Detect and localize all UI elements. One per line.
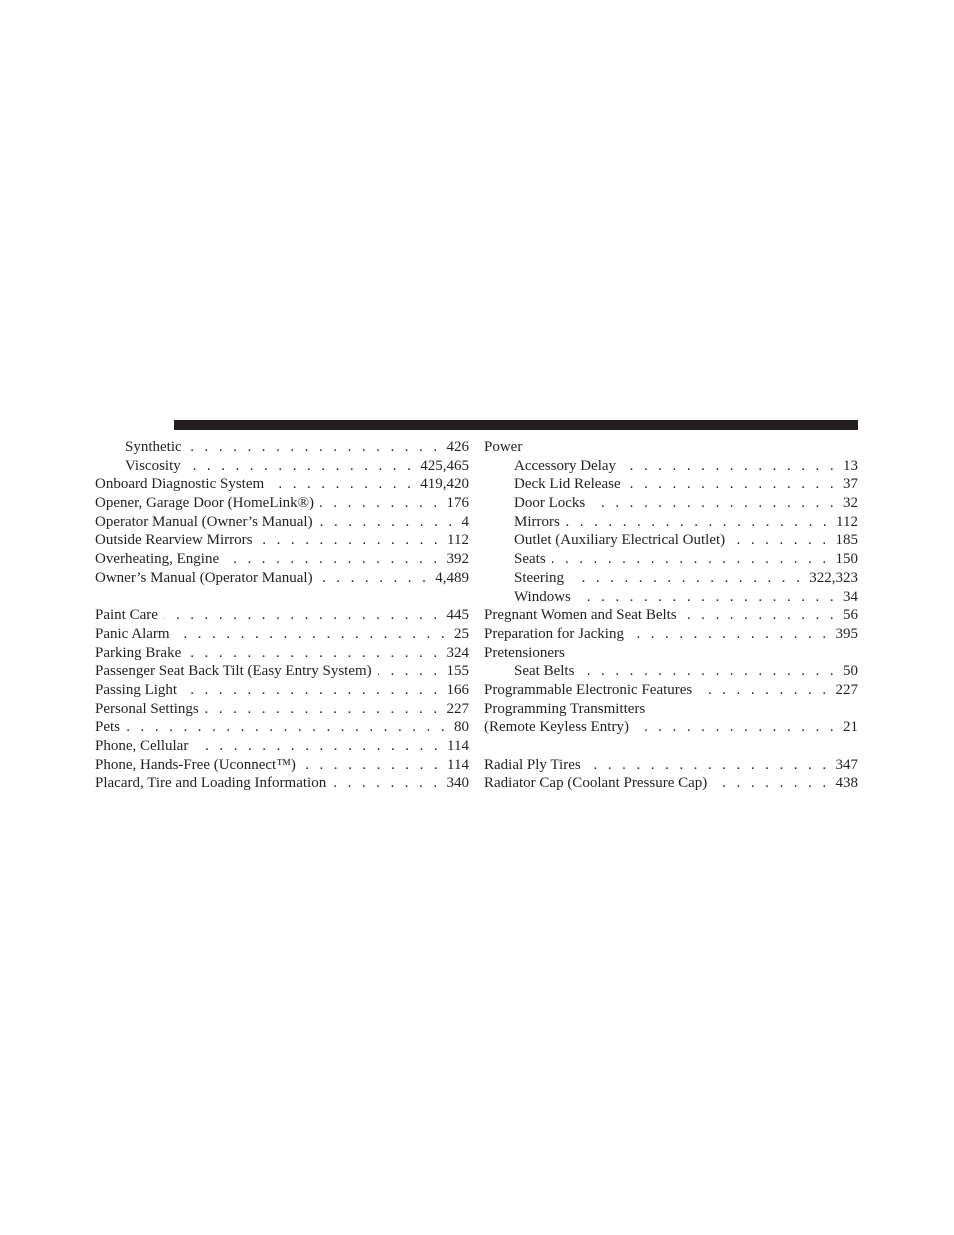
index-term: Phone, Cellular [95,738,189,754]
index-term: Outside Rearview Mirrors [95,532,253,549]
page-number: 114 [447,738,469,754]
page-number: 32 [843,495,858,512]
dot-leader [566,513,830,532]
page-number: 4,489 [435,569,469,586]
index-term: Personal Settings [95,700,199,717]
index-term: Seats [514,551,546,568]
dot-leader [630,625,830,644]
index-term: Pregnant Women and Seat Belts [484,607,677,624]
page-number: 185 [835,532,858,549]
page-number: 37 [843,476,858,493]
index-entry [95,662,469,681]
index-entry [95,475,469,494]
page-number: 25 [454,625,469,642]
dot-leader [622,457,837,476]
index-term: Operator Manual (Owner’s Manual) [95,513,313,530]
index-term: Opener, Garage Door (HomeLink®) [95,495,315,512]
index-entry [484,718,858,737]
dot-leader [570,569,803,588]
index-term: Mirrors [514,513,560,530]
index-term: Radial Ply Tires [484,756,581,773]
dot-leader [320,494,440,513]
index-term: (Remote Keyless Entry) [484,719,629,736]
index-column-left [95,438,469,793]
index-term: Deck Lid Release [514,476,621,493]
page-number: 425,465 [420,457,469,474]
index-entry [95,513,469,532]
dot-leader [270,475,414,494]
dot-leader [176,625,448,644]
page-number: 426 [446,439,469,455]
index-entry [95,756,469,775]
index-entry [484,644,858,663]
index-entry [484,700,858,719]
index-subentry [484,662,858,681]
index-term: Placard, Tire and Loading Information [95,775,327,792]
dot-leader [187,457,414,476]
index-term: Outlet (Auxiliary Electrical Outlet) [514,532,726,549]
index-subentry [484,531,858,550]
index-entry [95,718,469,737]
index-subentry [95,438,469,457]
index-entry [95,625,469,644]
index-term: Overheating, Engine [95,551,220,568]
dot-leader [577,588,837,607]
index-term: Accessory Delay [514,457,617,474]
index-entry [484,774,858,793]
page-number: 419,420 [420,476,469,493]
index-term: Passing Light [95,681,178,698]
dot-leader [635,718,837,737]
index-term: Programmable Electronic Features [484,681,693,698]
dot-leader [683,606,837,625]
dot-leader [188,438,441,457]
dot-leader [183,681,440,700]
header-rule [174,420,858,430]
index-entry [95,550,469,569]
dot-leader [126,718,448,737]
dot-leader [713,774,829,793]
dot-leader [205,700,441,719]
page-number: 114 [447,756,469,773]
index-spacer [484,737,858,756]
page-number: 50 [843,663,858,680]
index-entry [95,774,469,793]
page-number: 176 [446,495,469,512]
page-number: 34 [843,588,858,605]
dot-leader [587,756,830,775]
index-subentry [95,457,469,476]
page-number: 395 [835,625,858,642]
index-entry [95,569,469,588]
index-term: Power [484,439,523,455]
page-number: 21 [843,719,858,736]
dot-leader [731,531,829,550]
index-term: Owner’s Manual (Operator Manual) [95,569,313,586]
page-number: 322,323 [809,569,858,586]
index-entry [95,644,469,663]
dot-leader [580,662,837,681]
page-number: 155 [446,663,469,680]
index-term: Paint Care [95,607,158,624]
page-number: 438 [835,775,858,792]
page-number: 80 [454,719,469,736]
page-number: 112 [447,532,469,549]
dot-leader [319,513,456,532]
index-term: Door Locks [514,495,586,512]
index-entry [95,606,469,625]
index-subentry [484,475,858,494]
index-entry [95,494,469,513]
dot-leader [378,662,441,681]
index-subentry [484,494,858,513]
index-term: Synthetic [125,439,182,455]
page-number: 445 [446,607,469,624]
index-entry [484,606,858,625]
index-entry [95,531,469,550]
index-term: Passenger Seat Back Tilt (Easy Entry System) [95,663,372,680]
page-number: 56 [843,607,858,624]
index-term: Programming Transmitters [484,700,646,717]
dot-leader [164,606,441,625]
dot-leader [225,550,440,569]
index-term: Preparation for Jacking [484,625,624,642]
dot-leader [591,494,837,513]
index-term: Radiator Cap (Coolant Pressure Cap) [484,775,708,792]
index-subentry [484,550,858,569]
page-number: 392 [446,551,469,568]
page-number: 227 [835,681,858,698]
page-number: 4 [461,513,469,530]
index-term: Parking Brake [95,644,182,661]
dot-leader [319,569,430,588]
index-subentry [484,569,858,588]
index-entry [95,737,469,756]
index-term: Panic Alarm [95,625,170,642]
dot-leader [187,644,440,663]
index-term: Pretensioners [484,644,565,661]
index-column-right [484,438,858,793]
index-term: Viscosity [125,457,181,474]
index-entry [484,756,858,775]
index-term: Onboard Diagnostic System [95,476,265,493]
index-term: Pets [95,719,121,736]
dot-leader [194,737,441,756]
page-number: 13 [843,457,858,474]
index-term: Steering [514,569,564,586]
dot-leader [332,774,440,793]
index-entry [484,625,858,644]
dot-leader [302,756,441,775]
index-term: Windows [514,588,571,605]
page-number: 324 [446,644,469,661]
page-number: 227 [446,700,469,717]
dot-leader [698,681,829,700]
index-subentry [484,588,858,607]
index-spacer [95,588,469,607]
page-number: 166 [446,681,469,698]
dot-leader [552,550,830,569]
index-term: Seat Belts [514,663,575,680]
index-entry [484,438,858,457]
page-number: 340 [446,775,469,792]
index-entry [484,681,858,700]
page-number: 347 [835,756,858,773]
index-entry [95,681,469,700]
index-term: Phone, Hands-Free (Uconnect™) [95,756,296,773]
dot-leader [627,475,837,494]
page-number: 150 [835,551,858,568]
index-entry [95,700,469,719]
dot-leader [258,531,441,550]
page-number: 112 [836,513,858,530]
index-subentry [484,513,858,532]
index-subentry [484,457,858,476]
